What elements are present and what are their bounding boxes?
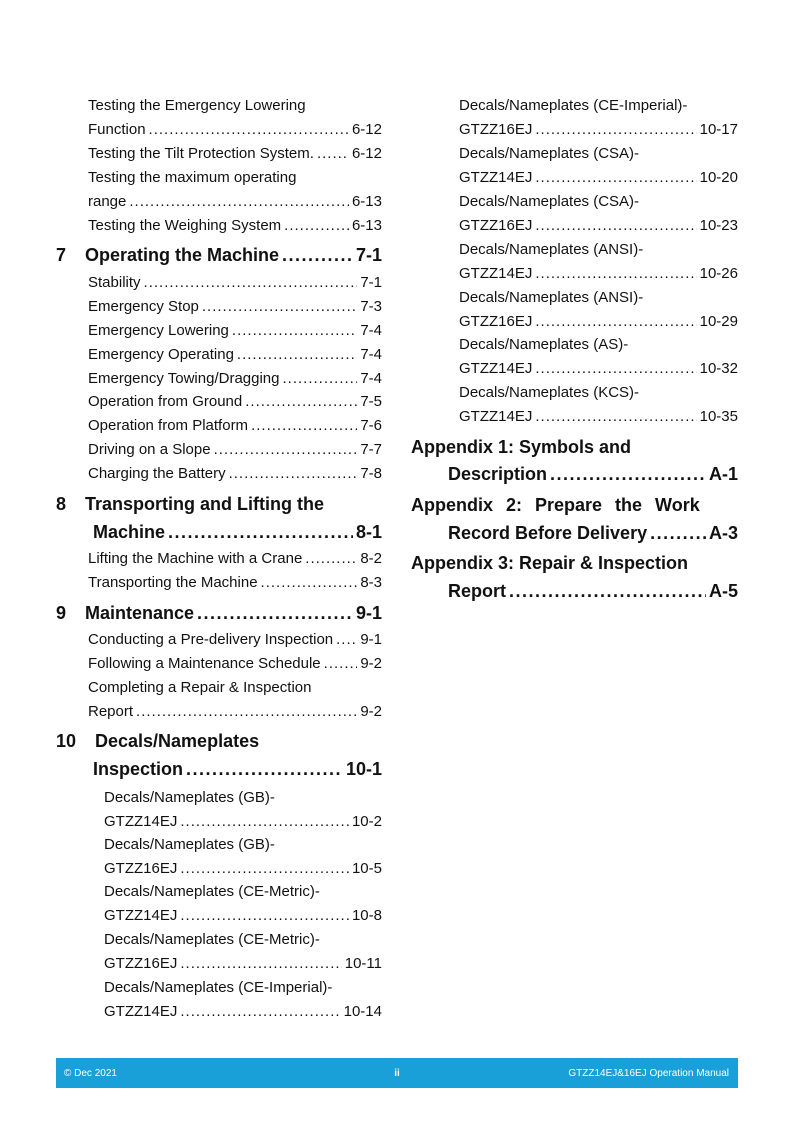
toc-entry[interactable] [88, 169, 296, 186]
toc-page-number: 10-20 [699, 169, 738, 186]
toc-page-number: 10-8 [351, 907, 382, 924]
leader-dots [283, 370, 358, 387]
toc-page-number: 10-1 [345, 759, 382, 779]
toc-appendix-2[interactable] [411, 495, 738, 516]
leader-dots [535, 313, 696, 330]
toc-page-number: 10-32 [699, 360, 738, 377]
toc-page-number: 9-1 [355, 603, 382, 623]
toc-entry[interactable] [459, 241, 643, 258]
toc-entry[interactable] [88, 346, 382, 363]
toc-entry-text: Decals/Nameplates (CE-Metric)- [104, 931, 320, 948]
chapter-number: 10 [56, 731, 77, 751]
toc-entry-text: Function [88, 121, 146, 138]
toc-entry[interactable] [88, 217, 382, 234]
toc-entry-text: Conducting a Pre-delivery Inspection [88, 631, 334, 648]
toc-page-number: 10-35 [699, 408, 738, 425]
toc-entry[interactable] [459, 121, 738, 138]
toc-entry-text: Decals/Nameplates (CSA)- [459, 193, 640, 210]
toc-appendix-1-cont[interactable] [448, 464, 738, 485]
toc-entry-text: Testing the maximum operating [88, 169, 297, 186]
toc-entry-text: Testing the Weighing System [88, 217, 282, 234]
chapter-title: Decals/Nameplates [95, 731, 260, 751]
toc-entry[interactable] [104, 883, 320, 900]
toc-entry-text: Decals/Nameplates (CE-Imperial)- [459, 97, 688, 114]
toc-entry[interactable] [104, 907, 382, 924]
toc-entry[interactable] [88, 655, 382, 672]
leader-dots [324, 655, 358, 672]
leader-dots [180, 860, 349, 877]
toc-entry-text: GTZZ14EJ [459, 169, 533, 186]
toc-chapter-8-cont[interactable] [93, 522, 382, 543]
leader-dots [336, 631, 357, 648]
leader-dots [535, 169, 696, 186]
toc-entry-text: Decals/Nameplates (CE-Imperial)- [104, 979, 333, 996]
leader-dots [180, 955, 341, 972]
toc-page-number: 10-2 [351, 813, 382, 830]
leader-dots [232, 322, 357, 339]
toc-entry[interactable] [459, 97, 687, 114]
toc-entry[interactable] [459, 169, 738, 186]
leader-dots [136, 703, 357, 720]
toc-entry[interactable] [88, 274, 382, 291]
toc-entry[interactable] [88, 679, 311, 696]
toc-entry-text: Testing the Emergency Lowering [88, 97, 306, 114]
leader-dots [214, 441, 358, 458]
toc-entry[interactable] [88, 370, 382, 387]
toc-chapter-9[interactable] [56, 603, 382, 624]
toc-entry-text: GTZZ16EJ [459, 121, 533, 138]
toc-entry[interactable] [88, 298, 382, 315]
toc-entry[interactable] [88, 121, 382, 138]
toc-page-number: 7-1 [355, 245, 382, 265]
toc-page-number: 7-5 [360, 393, 382, 410]
leader-dots [144, 274, 358, 291]
toc-entry[interactable] [104, 836, 275, 853]
toc-page-number: 10-29 [699, 313, 738, 330]
toc-entry[interactable] [88, 574, 382, 591]
toc-entry[interactable] [459, 313, 738, 330]
toc-page-number: 7-7 [360, 441, 382, 458]
leader-dots [282, 245, 353, 266]
toc-entry-text: Emergency Stop [88, 298, 199, 315]
toc-entry[interactable] [88, 145, 382, 162]
toc-entry-text: range [88, 193, 127, 210]
toc-entry[interactable] [104, 931, 320, 948]
leader-dots [186, 759, 343, 780]
leader-dots [535, 121, 696, 138]
leader-dots [284, 217, 349, 234]
leader-dots [317, 145, 349, 162]
toc-page-number: 8-1 [355, 522, 382, 542]
leader-dots [535, 265, 696, 282]
toc-appendix-1[interactable] [411, 437, 631, 458]
chapter-number: 8 [56, 494, 67, 514]
leader-dots [180, 1003, 340, 1020]
toc-entry[interactable] [104, 1003, 382, 1020]
toc-appendix-2-cont[interactable] [448, 523, 738, 544]
toc-entry[interactable] [88, 550, 382, 567]
leader-dots [202, 298, 357, 315]
leader-dots [180, 813, 349, 830]
toc-page-number: 7-4 [360, 346, 382, 363]
leader-dots [251, 417, 357, 434]
chapter-title: Machine [93, 522, 166, 542]
toc-entry-text: Completing a Repair & Inspection [88, 679, 312, 696]
toc-page-number: 7-4 [360, 370, 382, 387]
toc-entry[interactable] [459, 145, 639, 162]
toc-page-number: A-1 [708, 464, 738, 484]
chapter-number: 7 [56, 245, 67, 265]
toc-page-number: 7-6 [360, 417, 382, 434]
toc-entry[interactable] [88, 441, 382, 458]
footer-manual-title: GTZZ14EJ&16EJ Operation Manual [568, 1067, 729, 1079]
toc-page-number: 6-12 [351, 121, 382, 138]
appendix-title: Description [448, 464, 548, 484]
toc-page-number: 10-26 [699, 265, 738, 282]
toc-entry[interactable] [459, 360, 738, 377]
toc-entry-text: Emergency Towing/Dragging [88, 370, 280, 387]
leader-dots [237, 346, 357, 363]
toc-page-number: A-3 [708, 523, 738, 543]
toc-entry-text: Decals/Nameplates (GB)- [104, 836, 275, 853]
leader-dots [168, 522, 353, 543]
leader-dots [149, 121, 349, 138]
toc-chapter-10-cont[interactable] [93, 759, 382, 780]
toc-entry[interactable] [459, 289, 643, 306]
footer-page-number: ii [394, 1067, 400, 1079]
leader-dots [245, 393, 357, 410]
toc-page-number: 10-11 [344, 955, 382, 972]
toc-entry[interactable] [459, 336, 628, 353]
leader-dots [180, 907, 349, 924]
leader-dots [535, 217, 696, 234]
toc-entry[interactable] [104, 860, 382, 877]
toc-entry-text: GTZZ16EJ [104, 955, 178, 972]
toc-entry-text: Emergency Operating [88, 346, 234, 363]
toc-entry[interactable] [459, 384, 639, 401]
toc-page-number: 9-1 [360, 631, 382, 648]
chapter-title: Transporting and Lifting the [85, 494, 324, 514]
toc-entry[interactable] [88, 417, 382, 434]
toc-entry[interactable] [88, 97, 306, 114]
toc-entry-text: GTZZ14EJ [104, 907, 178, 924]
leader-dots [129, 193, 349, 210]
toc-entry-text: GTZZ14EJ [459, 360, 533, 377]
leader-dots [229, 465, 358, 482]
toc-page-number: 7-4 [360, 322, 382, 339]
toc-page-number: A-5 [708, 581, 738, 601]
leader-dots [305, 550, 357, 567]
toc-entry-text: Emergency Lowering [88, 322, 229, 339]
toc-entry-text: Lifting the Machine with a Crane [88, 550, 303, 567]
chapter-title: Inspection [93, 759, 184, 779]
leader-dots [650, 523, 706, 544]
leader-dots [197, 603, 353, 624]
toc-page-number: 8-2 [360, 550, 382, 567]
toc-chapter-7[interactable] [56, 245, 382, 266]
toc-page-number: 9-2 [360, 703, 382, 720]
toc-chapter-10[interactable] [56, 731, 259, 752]
toc-entry-text: Decals/Nameplates (CSA)- [459, 145, 640, 162]
leader-dots [509, 581, 706, 602]
toc-entry-text: Charging the Battery [88, 465, 226, 482]
toc-entry[interactable] [459, 217, 738, 234]
toc-entry[interactable] [88, 631, 382, 648]
toc-page-number: 6-12 [351, 145, 382, 162]
leader-dots [261, 574, 358, 591]
toc-page-number: 7-1 [360, 274, 382, 291]
chapter-number: 9 [56, 603, 67, 623]
toc-entry-text: Operation from Platform [88, 417, 249, 434]
toc-page-number: 6-13 [351, 193, 382, 210]
toc-page-number: 8-3 [360, 574, 382, 591]
toc-entry[interactable] [88, 193, 382, 210]
page-footer [56, 1058, 738, 1088]
toc-page-number: 7-8 [360, 465, 382, 482]
toc-entry-text: GTZZ14EJ [104, 813, 178, 830]
toc-entry-text: GTZZ14EJ [104, 1003, 178, 1020]
toc-entry[interactable] [104, 813, 382, 830]
toc-page-number: 9-2 [360, 655, 382, 672]
toc-entry-text: GTZZ14EJ [459, 265, 533, 282]
footer-copyright: © Dec 2021 [64, 1067, 117, 1079]
toc-entry-text: Driving on a Slope [88, 441, 211, 458]
toc-page-number: 10-17 [699, 121, 738, 138]
toc-entry-text: Transporting the Machine [88, 574, 258, 591]
appendix-title: Appendix 2: Prepare the Work [411, 495, 700, 515]
toc-page-number: 10-23 [699, 217, 738, 234]
toc-entry[interactable] [459, 408, 738, 425]
toc-entry-text: GTZZ16EJ [459, 313, 533, 330]
toc-entry[interactable] [88, 703, 382, 720]
appendix-title: Appendix 1: Symbols and [411, 437, 632, 457]
toc-entry-text: Testing the Tilt Protection System. [88, 145, 314, 162]
toc-entry[interactable] [104, 955, 382, 972]
toc-entry-text: Following a Maintenance Schedule [88, 655, 321, 672]
toc-entry-text: Decals/Nameplates (ANSI)- [459, 289, 644, 306]
toc-entry-text: GTZZ16EJ [459, 217, 533, 234]
toc-entry-text: Operation from Ground [88, 393, 243, 410]
toc-entry-text: Decals/Nameplates (KCS)- [459, 384, 640, 401]
toc-page-number: 7-3 [360, 298, 382, 315]
toc-entry-text: Decals/Nameplates (AS)- [459, 336, 629, 353]
leader-dots [535, 408, 696, 425]
toc-entry[interactable] [459, 193, 639, 210]
chapter-title: Operating the Machine [85, 245, 280, 265]
toc-appendix-3[interactable] [411, 553, 688, 574]
toc-entry-text: Decals/Nameplates (CE-Metric)- [104, 883, 320, 900]
toc-entry-text: GTZZ16EJ [104, 860, 178, 877]
toc-entry-text: Report [88, 703, 134, 720]
toc-entry[interactable] [88, 393, 382, 410]
toc-page-number: 10-5 [351, 860, 382, 877]
toc-entry[interactable] [88, 322, 382, 339]
toc-entry[interactable] [104, 789, 275, 806]
toc-entry-text: Decals/Nameplates (ANSI)- [459, 241, 644, 258]
toc-entry[interactable] [104, 979, 332, 996]
toc-chapter-8[interactable] [56, 494, 324, 515]
leader-dots [550, 464, 706, 485]
toc-entry-text: Decals/Nameplates (GB)- [104, 789, 275, 806]
toc-entry[interactable] [88, 465, 382, 482]
appendix-title: Report [448, 581, 506, 601]
appendix-title: Record Before Delivery [448, 523, 648, 543]
chapter-title: Maintenance [85, 603, 195, 623]
leader-dots [535, 360, 696, 377]
toc-page-number: 6-13 [351, 217, 382, 234]
toc-entry-text: Stability [88, 274, 141, 291]
toc-appendix-3-cont[interactable] [448, 581, 738, 602]
appendix-title: Appendix 3: Repair & Inspection [411, 553, 689, 573]
toc-entry-text: GTZZ14EJ [459, 408, 533, 425]
toc-page-number: 10-14 [343, 1003, 382, 1020]
toc-entry[interactable] [459, 265, 738, 282]
